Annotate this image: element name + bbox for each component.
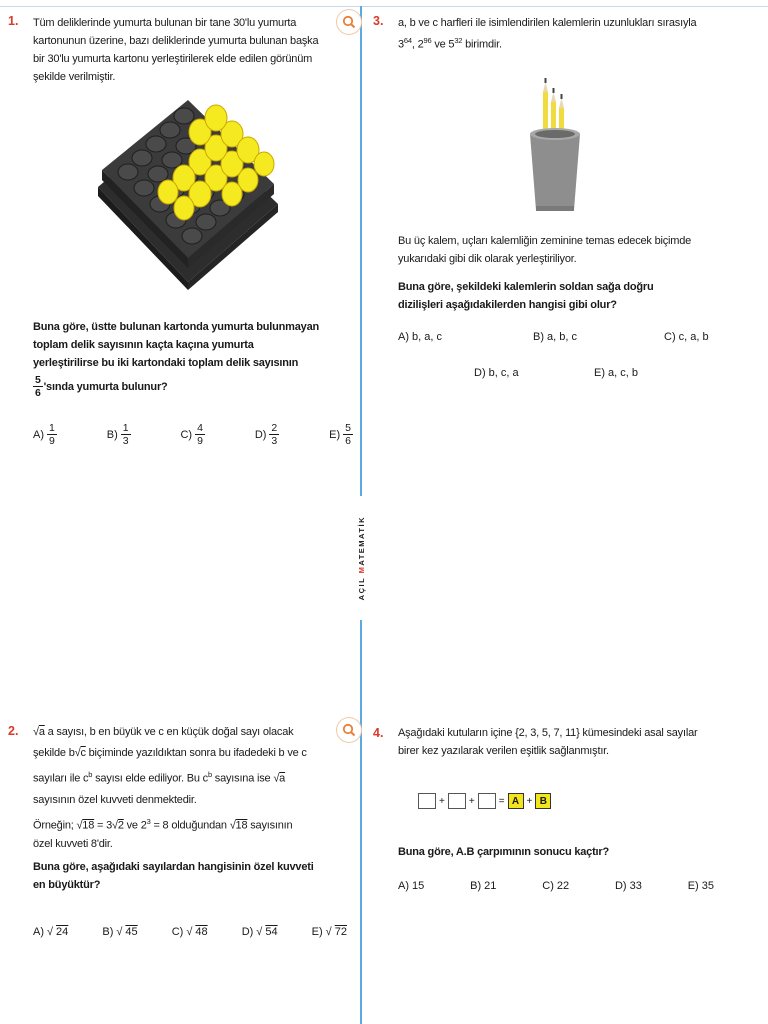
option-label: B) xyxy=(533,331,544,343)
q2-line-1-text: a sayısı, b en büyük ve c en küçük doğal sayı olacak xyxy=(47,726,294,738)
q2-question-line-2: en büyüktür? xyxy=(33,879,101,891)
pencil-holder-illustration xyxy=(526,70,586,220)
q2-ex-c: = 3 xyxy=(94,819,112,832)
option-value: 24 xyxy=(56,926,69,938)
q3-pw3-exp: 32 xyxy=(454,36,463,45)
plus-sign: + xyxy=(439,795,445,807)
empty-box-1[interactable] xyxy=(418,793,436,809)
q3-pw3-base: 5 xyxy=(448,38,455,51)
option-label: C) xyxy=(180,428,193,441)
q1-question-fraction xyxy=(33,374,168,399)
option-label: B) xyxy=(102,926,114,938)
option-fraction xyxy=(121,422,131,447)
q4-option-b[interactable] xyxy=(470,880,496,892)
q2-line-3a: sayıları ile c xyxy=(33,772,89,785)
option-value: 15 xyxy=(412,880,425,892)
q2-line-3b: b xyxy=(88,770,93,779)
q3-number: 3. xyxy=(373,14,384,28)
q2-line-3: sayıları ile $c^b$ sayısı elde ediliyor. Bu $c^b$ sayısına ise √a xyxy=(33,770,286,785)
option-label: E) xyxy=(687,880,699,892)
q2-number: 2. xyxy=(8,724,19,738)
q4-number: 4. xyxy=(373,726,384,740)
option-num: 1 xyxy=(122,422,129,434)
q3-line-1: a, b ve c harfleri ile isimlendirilen kalemlerin uzunlukları sırasıyla xyxy=(398,17,697,29)
q3-pw2-exp: 96 xyxy=(423,36,432,45)
q3-question xyxy=(398,278,762,314)
option-fraction xyxy=(195,422,205,447)
q1-question-line-3: yerleştirilirse bu iki kartondaki toplam delik sayısının xyxy=(33,357,299,369)
q1-line-1: Tüm deliklerinde yumurta bulunan bir tane 30'lu yumurta xyxy=(33,17,297,29)
q2-ex-g: = 8 olduğundan xyxy=(150,819,230,832)
option-den: 6 xyxy=(345,435,351,447)
option-fraction xyxy=(269,422,279,447)
box-b: B xyxy=(535,793,551,809)
q1-frac-den: 6 xyxy=(35,387,41,399)
option-label: C) xyxy=(664,331,676,343)
q2-option-b[interactable]: B) √ 45 xyxy=(102,926,138,938)
q3-option-a[interactable] xyxy=(398,331,442,343)
q2-ex-a: Örneğin; xyxy=(33,819,77,832)
q3-sep2: ve xyxy=(431,38,449,51)
q2-line-2c: biçiminde yazıldıktan sonra bu ifadedeki b ve c xyxy=(85,747,307,759)
q2-ex-i: sayısının xyxy=(247,819,293,832)
q1-option-d[interactable] xyxy=(255,422,279,447)
option-value: b, c, a xyxy=(488,367,519,379)
option-value: 21 xyxy=(484,880,497,892)
q1-option-b[interactable] xyxy=(107,422,131,447)
q2-option-d[interactable]: D) √ 54 xyxy=(241,926,278,938)
q2-line-1: √a a sayısı, b en büyük ve c en küçük doğal sayı olacak xyxy=(33,726,294,738)
option-label: D) xyxy=(614,880,627,892)
option-label: B) xyxy=(470,880,482,892)
option-label: C) xyxy=(171,926,184,938)
q2-ex-b: 18 xyxy=(82,819,95,832)
q2-line-3c: sayısı elde ediliyor. Bu c xyxy=(92,772,208,785)
q2-option-e[interactable]: E) √ 72 xyxy=(311,926,347,938)
option-value: a, c, b xyxy=(608,367,638,379)
q3-description xyxy=(398,232,762,268)
option-value: b, a, c xyxy=(412,331,442,343)
q4-option-c[interactable] xyxy=(542,880,569,892)
option-label: D) xyxy=(241,926,254,938)
q4-option-e[interactable] xyxy=(688,880,714,892)
option-label: D) xyxy=(474,367,486,379)
option-value: 45 xyxy=(125,926,138,938)
q2-stem xyxy=(33,722,351,852)
q2-question xyxy=(33,858,355,894)
q2-ex-f: 3 xyxy=(146,816,151,826)
q3-option-e[interactable] xyxy=(594,367,638,379)
q2-ex-e: ve 2 xyxy=(123,819,147,832)
q2-example-2: özel kuvveti 8'dir. xyxy=(33,838,113,851)
q2-options xyxy=(33,926,347,938)
q4-options xyxy=(398,880,714,892)
q3-option-c[interactable] xyxy=(664,331,709,343)
q1-frac-suffix: 'sında yumurta bulunur? xyxy=(43,380,168,393)
option-label: A) xyxy=(33,428,44,441)
q1-option-a[interactable] xyxy=(33,422,57,447)
box-a: A xyxy=(508,793,524,809)
option-label: A) xyxy=(33,926,44,938)
q1-options xyxy=(33,422,353,447)
q3-stem xyxy=(398,14,762,54)
option-value: 22 xyxy=(556,880,570,892)
q4-option-a[interactable] xyxy=(398,880,424,892)
q4-line-2: birer kez yazılarak verilen eşitlik sağlanmıştır. xyxy=(398,745,609,757)
q1-fraction xyxy=(33,374,43,399)
option-label: D) xyxy=(254,428,267,441)
option-num: 4 xyxy=(197,422,203,434)
q3-question-line-2: dizilişleri aşağıdakilerden hangisi gibi olur? xyxy=(398,299,617,311)
q2-example: Örneğin; √18 = 3√2 ve $2^3 = 8$ olduğundan √18 sayısının xyxy=(33,816,293,832)
q3-option-b[interactable] xyxy=(533,331,577,343)
q2-question-line-1: Buna göre, aşağıdaki sayılardan hangisinin özel kuvveti xyxy=(33,861,314,873)
option-value: 33 xyxy=(629,880,642,892)
q2-line-4: sayısının özel kuvveti denmektedir. xyxy=(33,793,197,806)
q4-line-1: Aşağıdaki kutuların içine {2, 3, 5, 7, 11} kümesindeki asal sayılar xyxy=(398,727,698,739)
option-value: a, b, c xyxy=(547,331,577,343)
q3-pw2-base: 2 xyxy=(417,38,424,51)
side-brand-label xyxy=(353,496,369,620)
q3-pw1-exp: 64 xyxy=(403,36,412,45)
q1-stem xyxy=(33,14,351,86)
q3-line-2-end: birimdir. xyxy=(462,38,502,51)
q4-option-d[interactable] xyxy=(615,880,642,892)
q2-line-2: şekilde b√c biçiminde yazıldıktan sonra bu ifadedeki b ve c xyxy=(33,747,307,759)
option-value: c, a, b xyxy=(678,331,709,343)
q4-question: Buna göre, A.B çarpımının sonucu kaçtır? xyxy=(398,846,610,858)
q2-ex-d: 2 xyxy=(117,819,124,832)
option-value: 35 xyxy=(701,880,714,892)
q1-number: 1. xyxy=(8,14,19,28)
q1-option-c[interactable] xyxy=(180,422,204,447)
q2-option-c[interactable]: C) √ 48 xyxy=(171,926,208,938)
q3-line-2 xyxy=(398,32,762,54)
option-label: E) xyxy=(311,926,323,938)
equals-sign: = xyxy=(498,795,505,807)
option-num: 2 xyxy=(271,422,278,434)
option-value: 54 xyxy=(265,926,278,938)
option-label: B) xyxy=(106,428,118,441)
egg-carton-illustration xyxy=(88,92,288,292)
option-den: 3 xyxy=(122,435,129,447)
option-value: 72 xyxy=(334,926,347,938)
brand-prefix: AÇIL xyxy=(356,573,366,601)
q1-line-3: bir 30'lu yumurta kartonu yerleştirilerek elde edilen görünüm xyxy=(33,53,313,65)
q1-question xyxy=(33,318,355,372)
option-den: 9 xyxy=(49,435,55,447)
plus-sign: + xyxy=(468,795,475,807)
q3-option-d[interactable] xyxy=(474,367,519,379)
q1-line-4: şekilde verilmiştir. xyxy=(33,71,116,83)
q3-sep1: , xyxy=(411,38,418,51)
option-label: E) xyxy=(329,428,341,441)
option-value: 48 xyxy=(195,926,208,938)
brand-rest: ATEMATİK xyxy=(356,515,366,566)
q4-equation xyxy=(418,793,551,809)
q1-frac-num: 5 xyxy=(35,374,41,386)
q1-option-e[interactable] xyxy=(329,422,353,447)
option-num: 5 xyxy=(345,422,351,434)
q3-question-line-1: Buna göre, şekildeki kalemlerin soldan sağa doğru xyxy=(398,281,654,293)
q1-question-line-1: Buna göre, üstte bulunan kartonda yumurta bulunmayan xyxy=(33,321,320,333)
q4-stem xyxy=(398,724,764,760)
q2-line-3d: b xyxy=(207,770,212,779)
empty-box-3[interactable] xyxy=(478,793,496,809)
option-fraction xyxy=(343,422,353,447)
q2-option-a[interactable]: A) √ 24 xyxy=(33,926,69,938)
option-label: A) xyxy=(398,880,409,892)
q1-question-line-2: toplam delik sayısının kaçta kaçına yumurta xyxy=(33,339,254,351)
plus-sign: + xyxy=(526,795,533,807)
empty-box-2[interactable] xyxy=(448,793,466,809)
q2-line-3f: a xyxy=(279,772,286,785)
q1-line-2: kartonunun üzerine, bazı deliklerinde yumurta bulunan başka xyxy=(33,35,319,47)
q2-line-2b: c xyxy=(80,747,86,759)
option-label: E) xyxy=(594,367,605,379)
top-bar xyxy=(0,0,768,7)
option-label: C) xyxy=(542,880,554,892)
q3-desc-line-2: yukarıdaki gibi dik olarak yerleştiriliyor. xyxy=(398,253,577,265)
option-fraction xyxy=(47,422,57,447)
q2-line-3e: sayısına ise xyxy=(211,772,274,785)
q3-pw1-base: 3 xyxy=(398,38,404,51)
option-label: A) xyxy=(398,331,409,343)
q2-ex-h: 18 xyxy=(235,819,248,832)
option-num: 1 xyxy=(49,422,55,434)
option-den: 9 xyxy=(197,435,203,447)
q2-line-2a: şekilde b xyxy=(33,747,75,759)
q3-desc-line-1: Bu üç kalem, uçları kalemliğin zeminine temas edecek biçimde xyxy=(398,235,692,247)
option-den: 3 xyxy=(271,435,278,447)
brand-highlight: M xyxy=(356,565,366,574)
